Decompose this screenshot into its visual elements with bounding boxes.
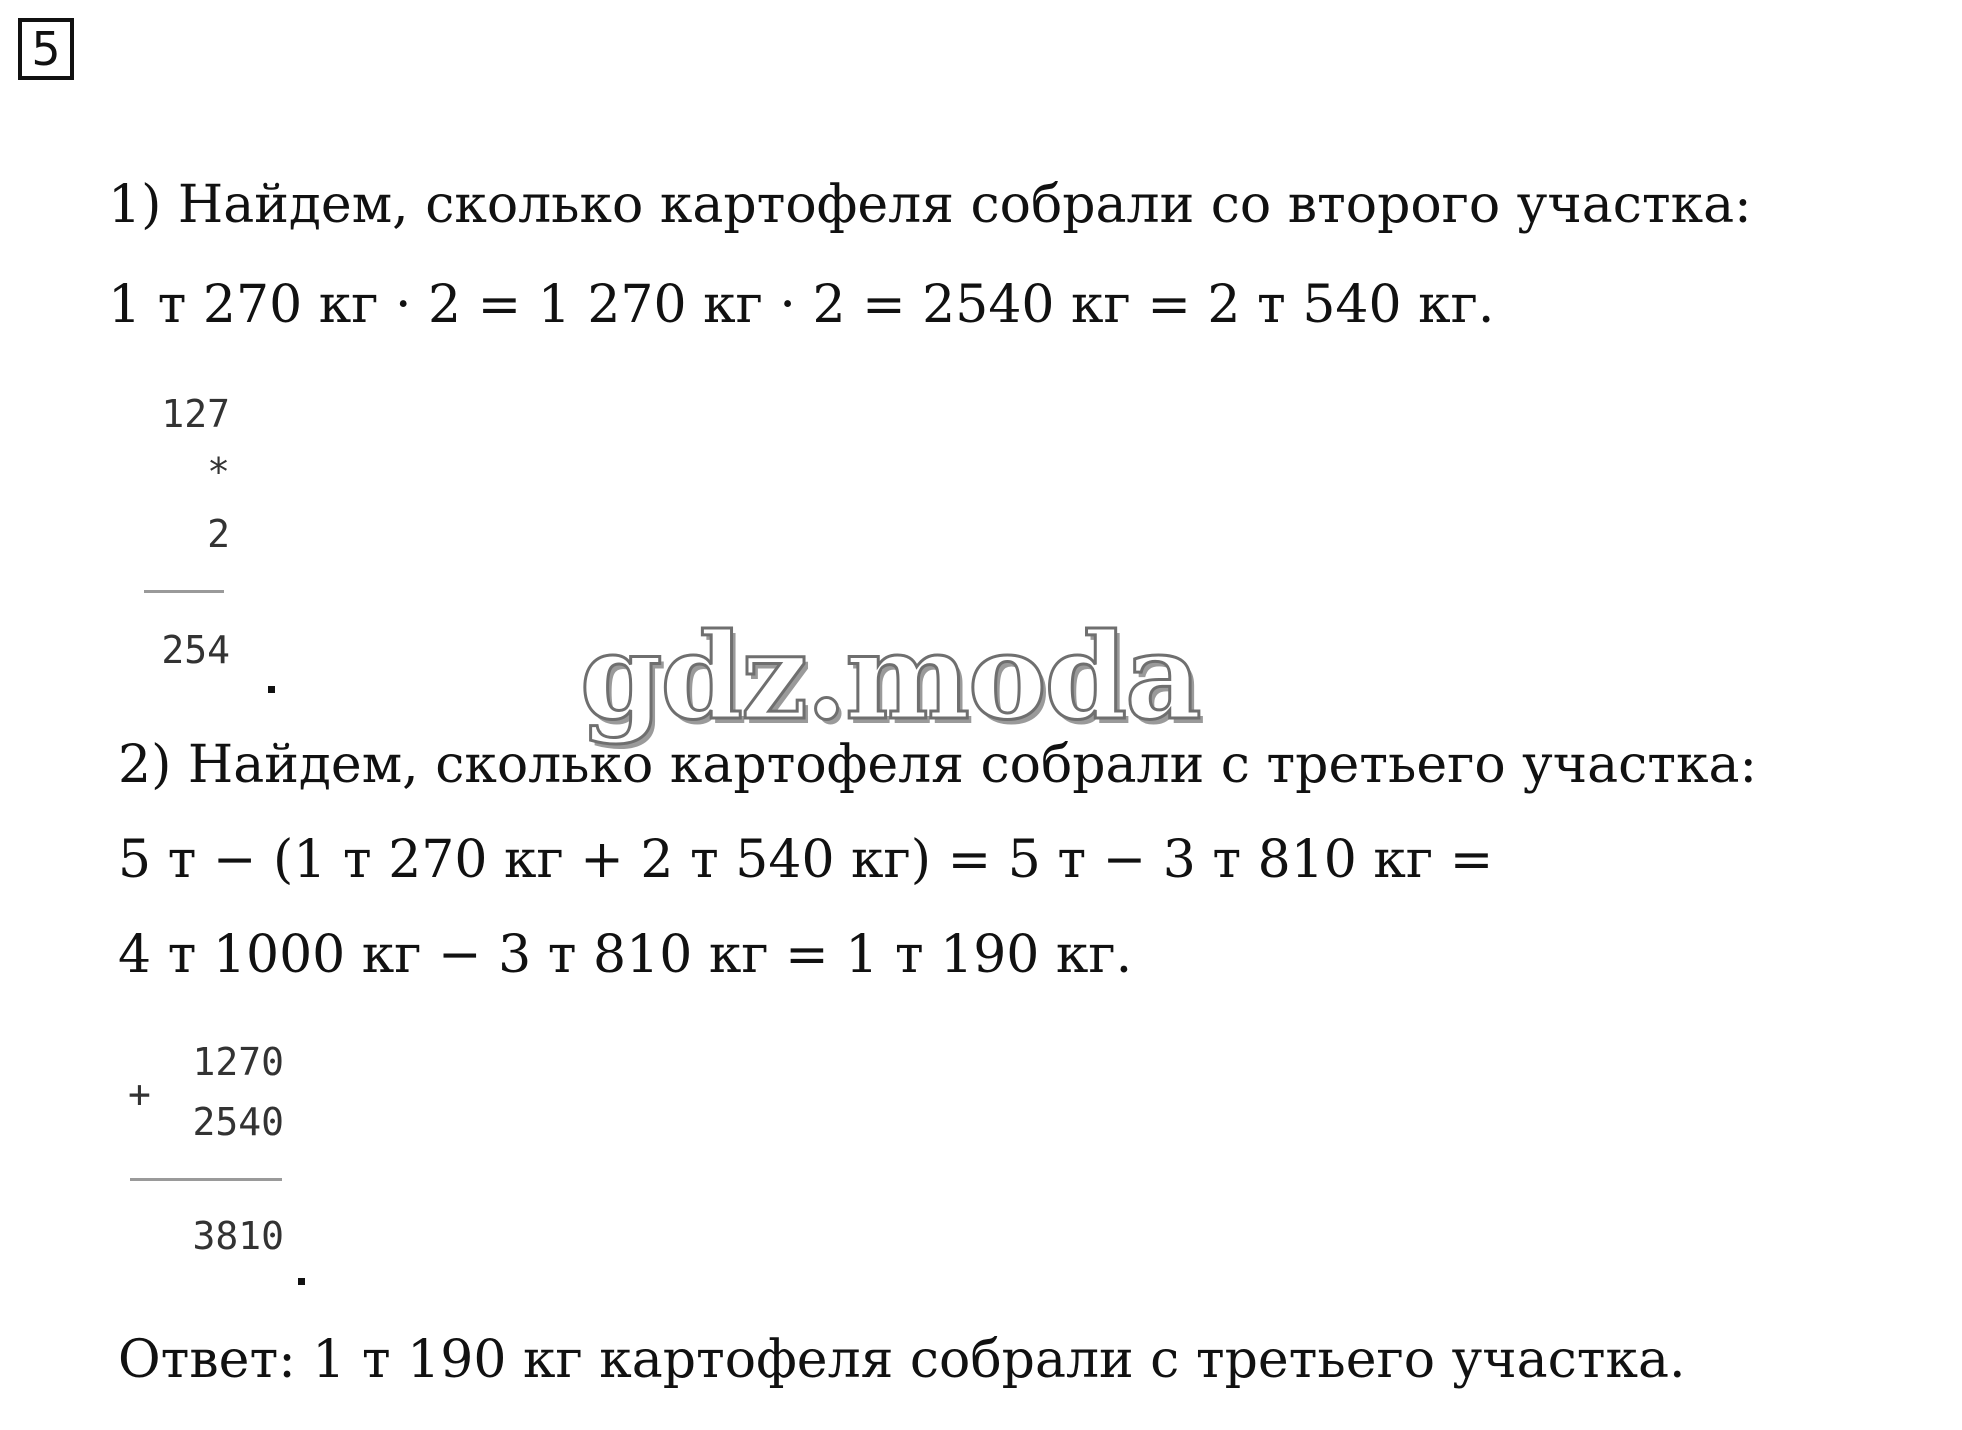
column2-operator: + — [128, 1072, 151, 1116]
column1-result: 254 — [161, 628, 230, 672]
column1-operand-2: 2 — [207, 512, 230, 556]
column2-period — [298, 1278, 305, 1285]
column2-operand-1: 1270 — [192, 1040, 284, 1084]
step2-equation-line-1: 5 т − (1 т 270 кг + 2 т 540 кг) = 5 т − 3 т 810 кг = — [118, 830, 1494, 890]
column1-period — [268, 686, 275, 693]
column1-sum-line — [144, 590, 224, 593]
answer-text: Ответ: 1 т 190 кг картофеля собрали с третьего участка. — [118, 1330, 1686, 1390]
step1-equation: 1 т 270 кг · 2 = 1 270 кг · 2 = 2540 кг = 2 т 540 кг. — [108, 275, 1495, 335]
step1-heading: 1) Найдем, сколько картофеля собрали со второго участка: — [108, 175, 1752, 235]
column2-sum-line — [130, 1178, 282, 1181]
column2-operand-2: 2540 — [192, 1100, 284, 1144]
step2-equation-line-2: 4 т 1000 кг − 3 т 810 кг = 1 т 190 кг. — [118, 925, 1133, 985]
column1-operand-1: 127 — [161, 392, 230, 436]
step2-heading: 2) Найдем, сколько картофеля собрали с третьего участка: — [118, 735, 1758, 795]
column1-operator: * — [207, 450, 230, 494]
task-number-badge: 5 — [18, 18, 74, 80]
column2-result: 3810 — [192, 1214, 284, 1258]
watermark-logo: gdz.moda — [580, 607, 1200, 746]
